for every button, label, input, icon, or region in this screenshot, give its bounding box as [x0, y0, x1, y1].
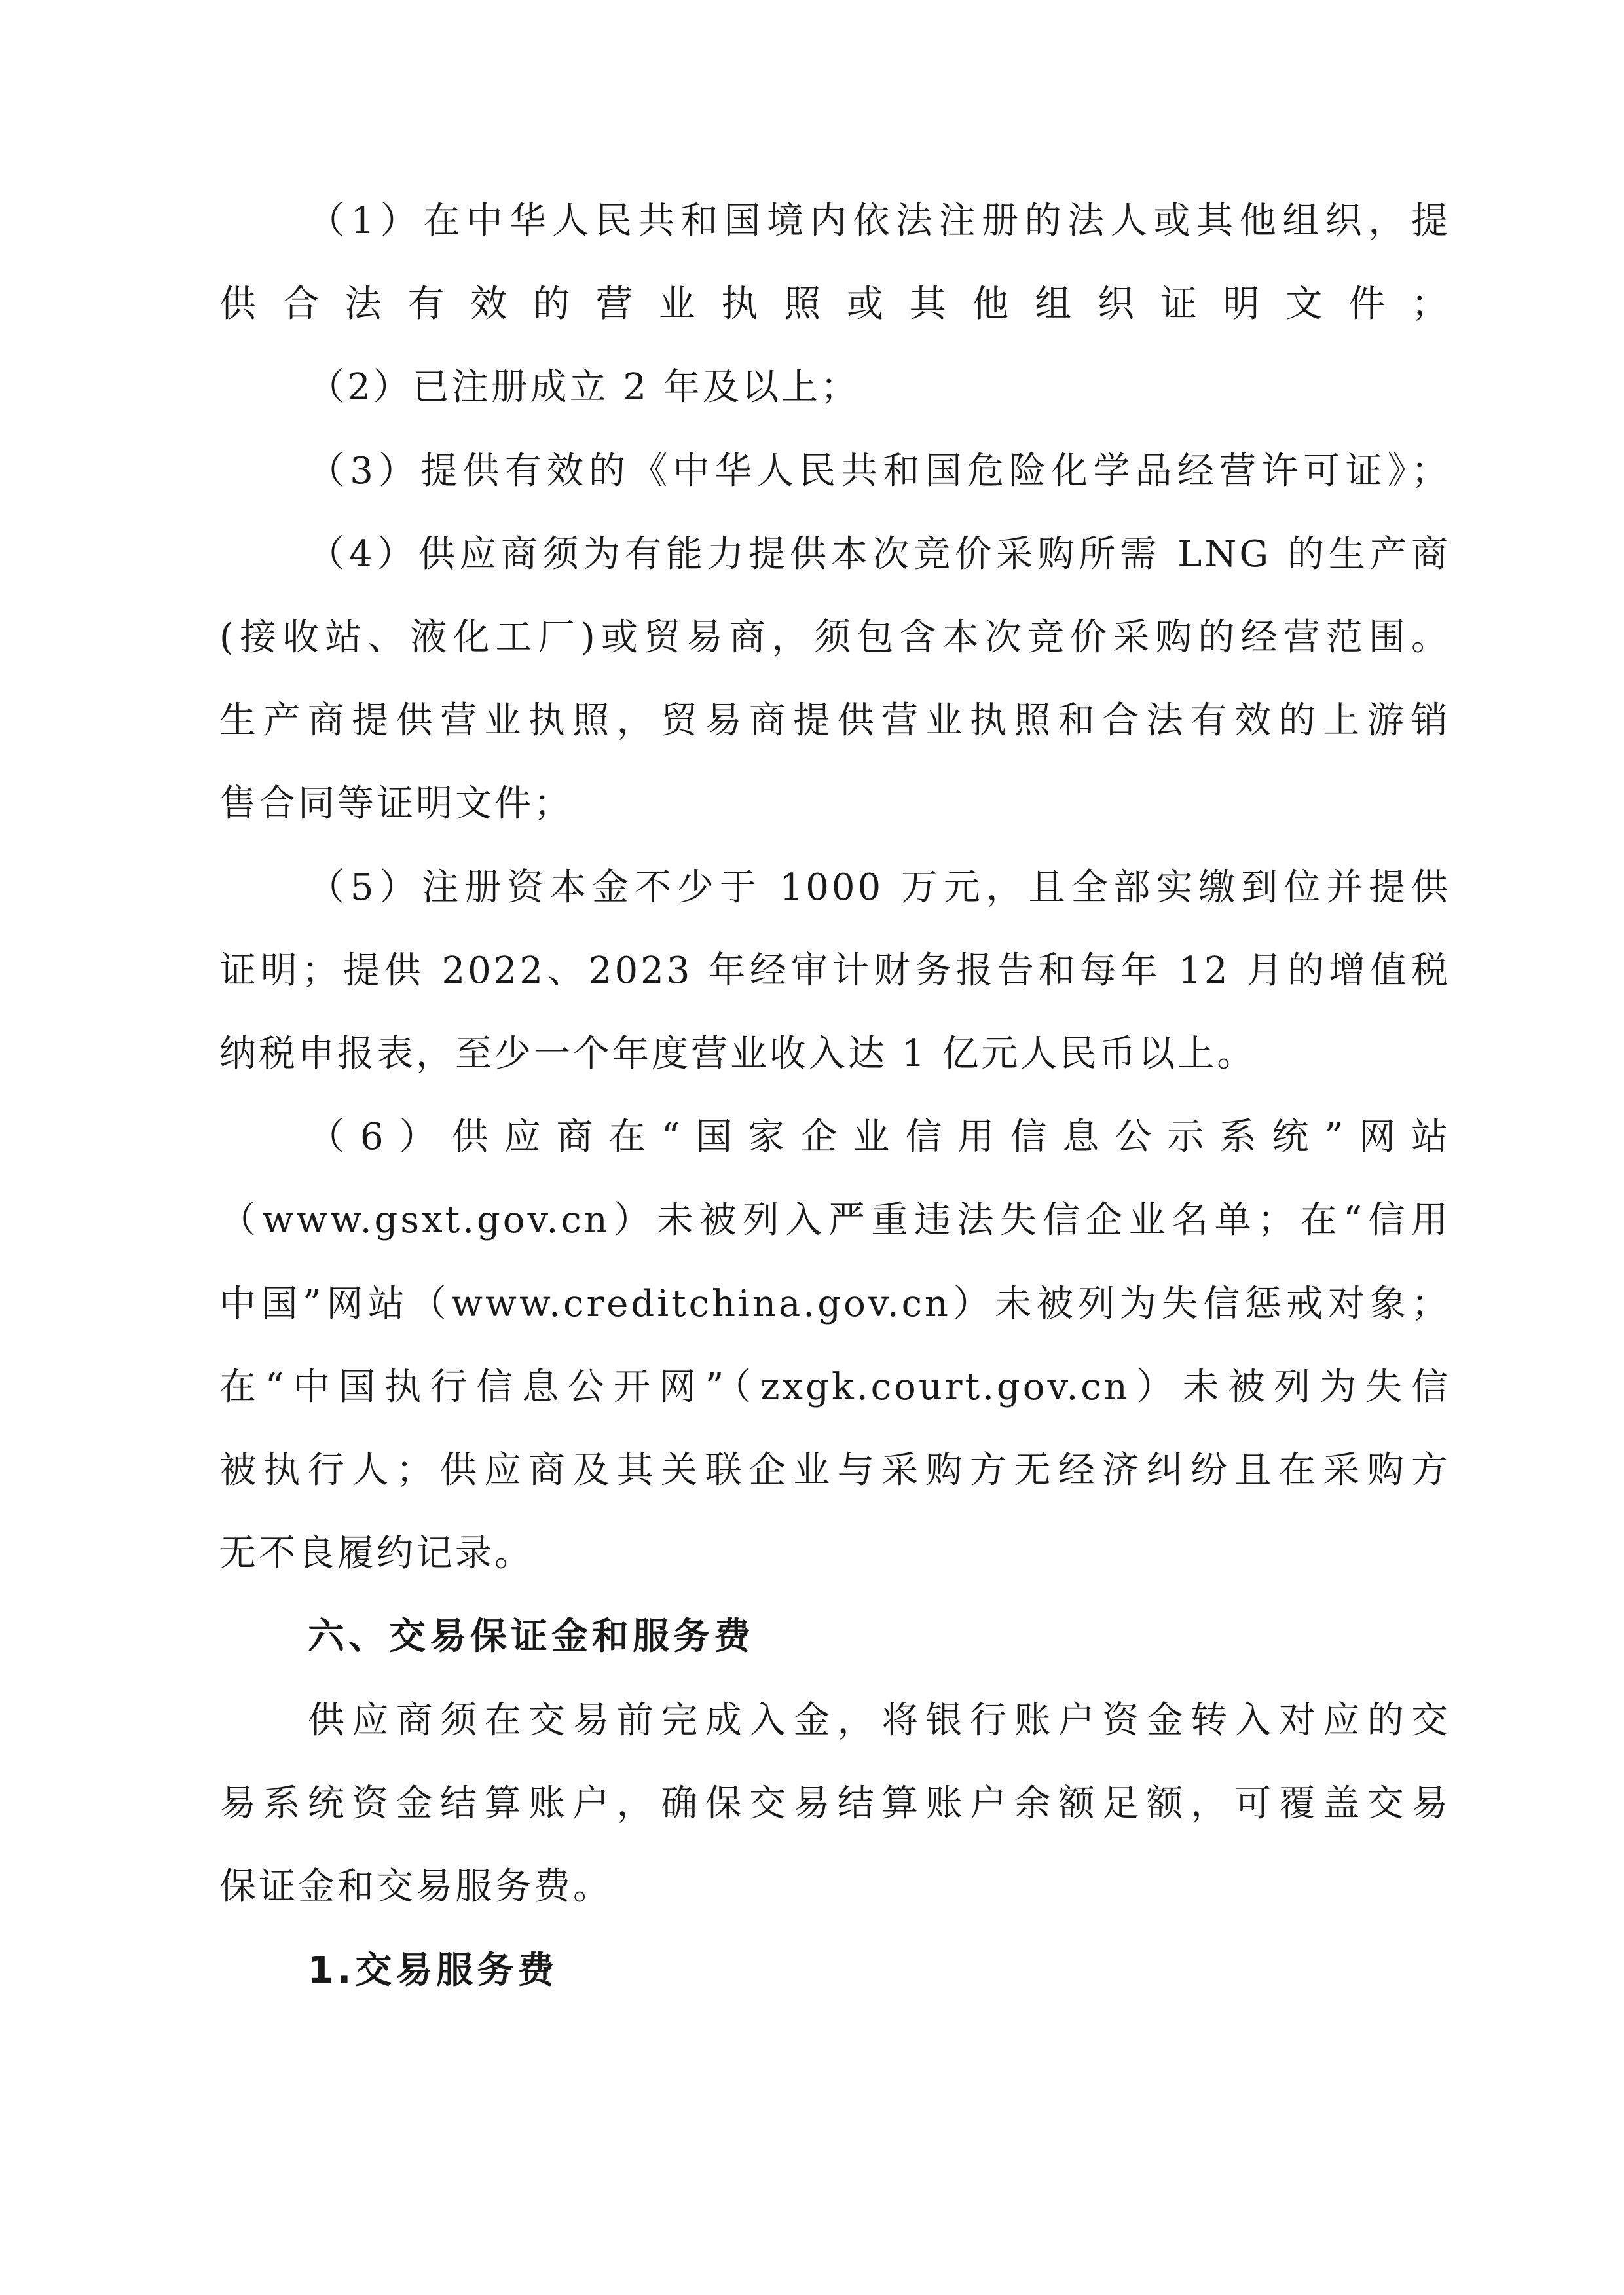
item-4-line-3: 生产商提供营业执照，贸易商提供营业执照和合法有效的上游销 [219, 699, 1450, 742]
item-2: （2）已注册成立 2 年及以上； [308, 366, 860, 409]
item-5-line-3: 纳税申报表，至少一个年度营业收入达 1 亿元人民币以上。 [219, 1033, 1257, 1075]
item-4-line-2: (接收站、液化工厂)或贸易商，须包含本次竞价采购的经营范围。 [219, 616, 1450, 659]
item-3: （3）提供有效的《中华人民共和国危险化学品经营许可证》； [308, 450, 1450, 492]
item-1-line-1: （1）在中华人民共和国境内依法注册的法人或其他组织，提 [308, 200, 1450, 242]
item-6-line-6: 无不良履约记录。 [219, 1532, 534, 1575]
section-heading: 六、交易保证金和服务费 [308, 1615, 754, 1658]
item-5-line-1: （5）注册资本金不少于 1000 万元，且全部实缴到位并提供 [308, 866, 1450, 909]
section-paragraph-line-3: 保证金和交易服务费。 [219, 1865, 612, 1908]
item-6-line-5: 被执行人；供应商及其关联企业与采购方无经济纠纷且在采购方 [219, 1449, 1450, 1492]
section-paragraph-line-2: 易系统资金结算账户，确保交易结算账户余额足额，可覆盖交易 [219, 1782, 1450, 1825]
item-6-line-3: 中国”网站（www.creditchina.gov.cn）未被列为失信惩戒对象； [219, 1283, 1450, 1325]
item-4-line-1: （4）供应商须为有能力提供本次竞价采购所需 LNG 的生产商 [308, 533, 1450, 576]
item-1-line-2: 供合法有效的营业执照或其他组织证明文件； [219, 283, 1450, 325]
item-6-line-4: 在“中国执行信息公开网”（zxgk.court.gov.cn）未被列为失信 [219, 1366, 1450, 1408]
item-5-line-2: 证明；提供 2022、2023 年经审计财务报告和每年 12 月的增值税 [219, 949, 1450, 992]
item-6-line-1: （6）供应商在“国家企业信用信息公示系统”网站 [308, 1116, 1450, 1158]
subsection-heading: 1.交易服务费 [308, 1949, 559, 1992]
item-4-line-4: 售合同等证明文件； [219, 782, 573, 825]
section-paragraph-line-1: 供应商须在交易前完成入金，将银行账户资金转入对应的交 [308, 1699, 1450, 1742]
item-6-line-2: （www.gsxt.gov.cn）未被列入严重违法失信企业名单；在“信用 [219, 1199, 1450, 1241]
